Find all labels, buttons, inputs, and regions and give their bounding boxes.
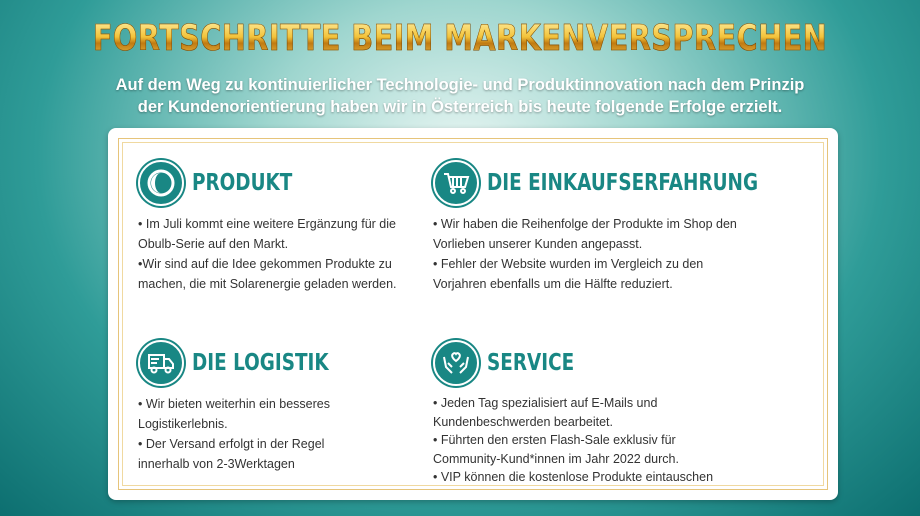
bulb-icon — [138, 160, 184, 206]
text-line: •Wir sind auf die Idee gekommen Produkte zu — [138, 257, 392, 271]
text-line: • Im Juli kommt eine weitere Ergänzung für die — [138, 217, 396, 231]
delivery-truck-icon — [138, 340, 184, 386]
subtitle-line: der Kundenorientierung haben wir in Österreich bis heute folgende Erfolge erzielt. — [137, 98, 783, 116]
subtitle — [0, 74, 920, 118]
section-logistik — [138, 340, 428, 474]
text-line: Community-Kund*innen im Jahr 2022 durch. — [433, 451, 679, 466]
text-line: machen, die mit Solarenergie geladen werden. — [138, 277, 397, 291]
heart-hands-icon — [433, 340, 479, 386]
shopping-cart-icon — [433, 160, 479, 206]
text-line: • Wir bieten weiterhin ein besseres — [138, 397, 330, 411]
section-title: SERVICE — [487, 350, 575, 376]
text-line: • Jeden Tag spezialisiert auf E-Mails und — [433, 396, 658, 410]
section-title: DIE EINKAUFSERFAHRUNG — [487, 170, 759, 196]
text-line: • VIP können die kostenlose Produkte eintauschen — [433, 470, 714, 484]
page-title: FORTSCHRITTE BEIM MARKENVERSPRECHEN — [92, 18, 828, 59]
text-line: • Wir haben die Reihenfolge der Produkte im Shop den — [433, 217, 737, 231]
section-title: DIE LOGISTIK — [192, 350, 329, 376]
text-line: Kundenbeschwerden bearbeitet. — [433, 414, 613, 429]
text-line: Logistikerlebnis. — [138, 417, 228, 431]
section-service — [433, 340, 723, 487]
section-produkt — [138, 160, 428, 294]
text-line: • Führten den ersten Flash-Sale exklusiv für — [433, 433, 676, 447]
text-line: Vorlieben unserer Kunden angepasst. — [433, 237, 643, 251]
content-card — [108, 128, 838, 500]
section-einkaufserfahrung — [433, 160, 759, 294]
text-line: • Fehler der Website wurden im Vergleich zu den — [433, 257, 704, 271]
text-line: innerhalb von 2-3Werktagen — [138, 457, 295, 471]
text-line: Vorjahren ebenfalls um die Hälfte reduziert. — [433, 277, 673, 291]
subtitle-line: Auf dem Weg zu kontinuierlicher Technologie- und Produktinnovation nach dem Prinzip — [115, 76, 805, 94]
section-title: PRODUKT — [192, 170, 293, 196]
text-line: • Der Versand erfolgt in der Regel — [138, 437, 325, 451]
text-line: Obulb-Serie auf den Markt. — [138, 237, 289, 251]
